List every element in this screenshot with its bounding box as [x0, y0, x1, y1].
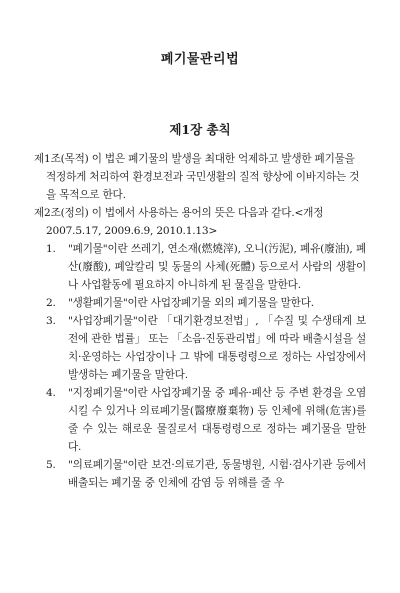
- item-text: "의료폐기물"이란 보건·의료기관, 동물병원, 시험·검사기관 등에서 배출되는 폐기물 중 인체에 감염 등 위해를 줄 우: [68, 459, 366, 489]
- definition-item-5: [34, 456, 366, 492]
- definition-item-2: [34, 294, 366, 312]
- item-number: 5.: [46, 459, 56, 471]
- item-text: "지정폐기물"이란 사업장폐기물 중 폐유·폐산 등 주변 환경을 오염시킬 수 있거나 의료폐기물(醫療廢棄物) 등 인체에 위해(危害)를 줄 수 있는 해로운 물질로서 대통령령으로 정하는 폐기물을 말한다.: [68, 387, 366, 453]
- item-number: 2.: [46, 297, 56, 309]
- item-number: 1.: [46, 243, 56, 255]
- item-text: "사업장폐기물"이란 「대기환경보전법」, 「수질 및 수생태계 보전에 관한 법률」 또는 「소음·진동관리법」에 따라 배출시설을 설치·운영하는 사업장이나 그 밖에 대통령령으로 정하는 사업장에서 발생하는 폐기물을 말한다.: [68, 315, 366, 381]
- chapter-title: 제1장 총칙: [169, 122, 231, 137]
- definition-item-1: [34, 240, 366, 294]
- law-body: [34, 150, 366, 492]
- item-text: "생활폐기물"이란 사업장폐기물 외의 폐기물을 말한다.: [68, 297, 314, 309]
- article-1: 제1조(목적) 이 법은 폐기물의 발생을 최대한 억제하고 발생한 폐기물을 적정하게 처리하여 환경보전과 국민생활의 질적 향상에 이바지하는 것을 목적으로 한다.: [34, 153, 360, 201]
- item-number: 3.: [46, 315, 56, 327]
- item-number: 4.: [46, 387, 56, 399]
- article-2: 제2조(정의) 이 법에서 사용하는 용어의 뜻은 다음과 같다.<개정 2007.5.17, 2009.6.9, 2010.1.13>: [34, 207, 324, 237]
- definition-item-4: [34, 384, 366, 456]
- item-text: "폐기물"이란 쓰레기, 연소재(燃燒滓), 오니(汚泥), 폐유(廢油), 폐산(廢酸), 폐알칼리 및 동물의 사체(死體) 등으로서 사람의 생활이나 사업활동에 필요하지 아니하게 된 물질을 말한다.: [68, 243, 366, 291]
- law-title: 폐기물관리법: [160, 52, 240, 67]
- definition-item-3: [34, 312, 366, 384]
